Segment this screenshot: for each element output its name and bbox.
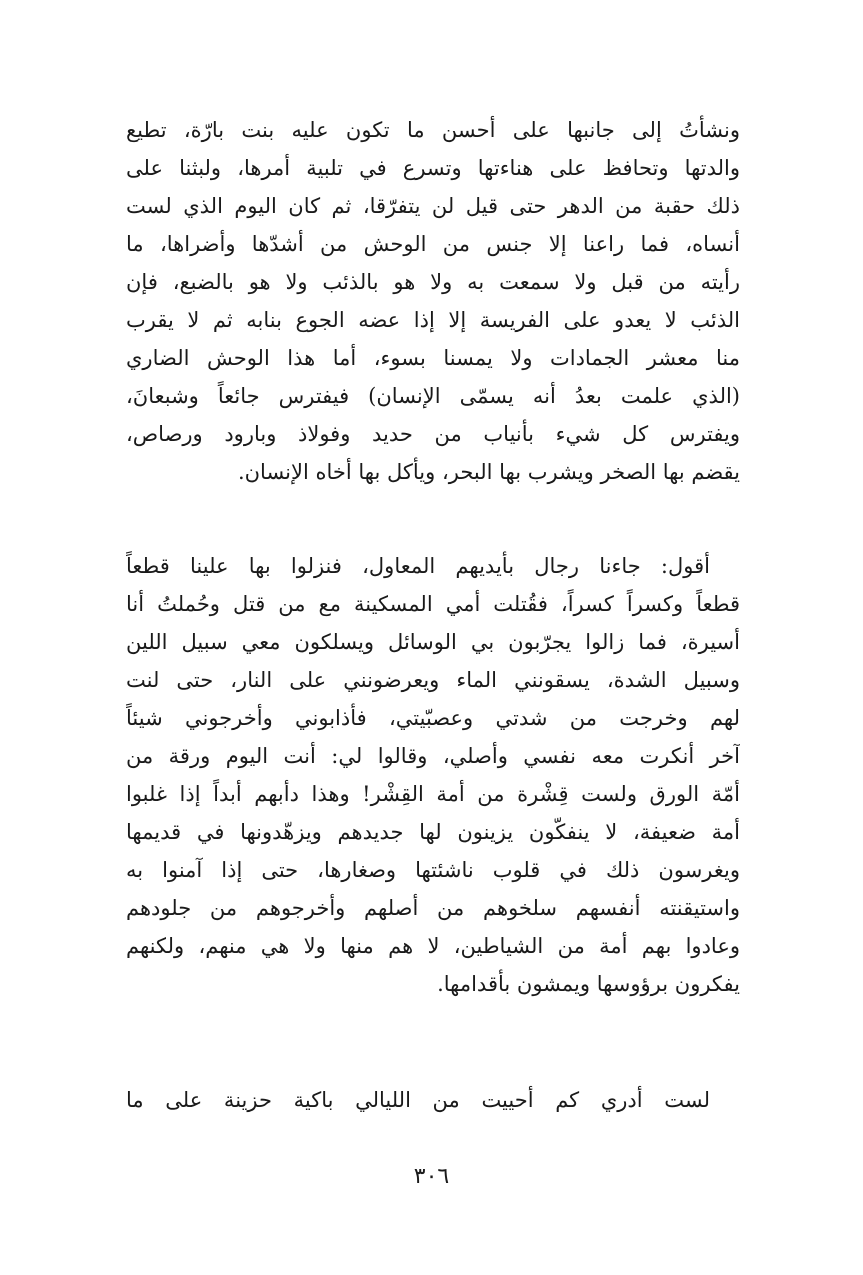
text-line: يقضم بها الصخر ويشرب بها البحر، ويأكل بها أخاه الإنسان. bbox=[237, 460, 740, 484]
text-line: والدتها وتحافظ على هناءتها وتسرع في تلبية أمرها، ولبثنا على bbox=[126, 156, 740, 180]
paragraph-3 bbox=[126, 1081, 740, 1119]
text-line: لهم وخرجت من شدتي وعصبّيتي، فأذابوني وأخرجوني شيئاً bbox=[126, 706, 740, 730]
text-line: وعادوا بهم أمة من الشياطين، لا هم منها ولا هي منهم، ولكنهم bbox=[126, 934, 740, 958]
text-line: أمّة الورق ولست قِشْرة من أمة القِشْر! وهذا دأبهم أبداً إذا غلبوا bbox=[126, 782, 740, 806]
text-line: أسيرة، فما زالوا يجرّبون بي الوسائل ويسلكون معي سبيل اللين bbox=[126, 630, 740, 654]
text-line: منا معشر الجمادات ولا يمسنا بسوء، أما هذا الوحش الضاري bbox=[126, 346, 740, 370]
text-line: ويفترس كل شيء بأنياب من حديد وفولاذ وبارود ورصاص، bbox=[126, 422, 740, 446]
text-line: الذئب لا يعدو على الفريسة إلا إذا عضه الجوع بنابه ثم لا يقرب bbox=[126, 308, 740, 332]
text-line: رأيته من قبل ولا سمعت به ولا هو بالذئب ولا هو بالضبع، فإن bbox=[126, 270, 740, 294]
text-line: لست أدري كم أحييت من الليالي باكية حزينة على ما bbox=[126, 1088, 710, 1112]
text-line: واستيقنته أنفسهم سلخوهم من أصلهم وأخرجوهم من جلودهم bbox=[126, 896, 740, 920]
text-line: ونشأتُ إلى جانبها على أحسن ما تكون عليه بنت بارّة، تطيع bbox=[126, 118, 740, 142]
text-line: (الذي علمت بعدُ أنه يسمّى الإنسان) فيفترس جائعاً وشبعانَ، bbox=[126, 384, 740, 408]
page-number: ٣٠٦ bbox=[413, 1164, 450, 1189]
text-line: قطعاً وكسراً كسراً، فقُتلت أمي المسكينة مع من قتل وحُملتُ أنا bbox=[126, 592, 740, 616]
paragraph-1 bbox=[126, 111, 740, 491]
text-line: أمة ضعيفة، لا ينفكّون يزينون لها جديدهم ويزهّدونها في قديمها bbox=[126, 820, 740, 844]
text-line: أنساه، فما راعنا إلا جنس من الوحش من أشدّها وأضراها، ما bbox=[126, 232, 740, 256]
text-line: ويغرسون ذلك في قلوب ناشئتها وصغارها، حتى إذا آمنوا به bbox=[126, 858, 740, 882]
text-line: يفكرون برؤوسها ويمشون بأقدامها. bbox=[437, 972, 740, 996]
text-line: ذلك حقبة من الدهر حتى قيل لن يتفرّقا، ثم كان اليوم الذي لست bbox=[126, 194, 740, 218]
text-line: أقول: جاءنا رجال بأيديهم المعاول، فنزلوا بها علينا قطعاً bbox=[126, 554, 710, 578]
paragraph-2 bbox=[126, 547, 740, 1003]
text-line: آخر أنكرت معه نفسي وأصلي، وقالوا لي: أنت اليوم ورقة من bbox=[126, 744, 740, 768]
text-line: وسبيل الشدة، يسقونني الماء ويعرضونني على النار، حتى لنت bbox=[126, 668, 740, 692]
